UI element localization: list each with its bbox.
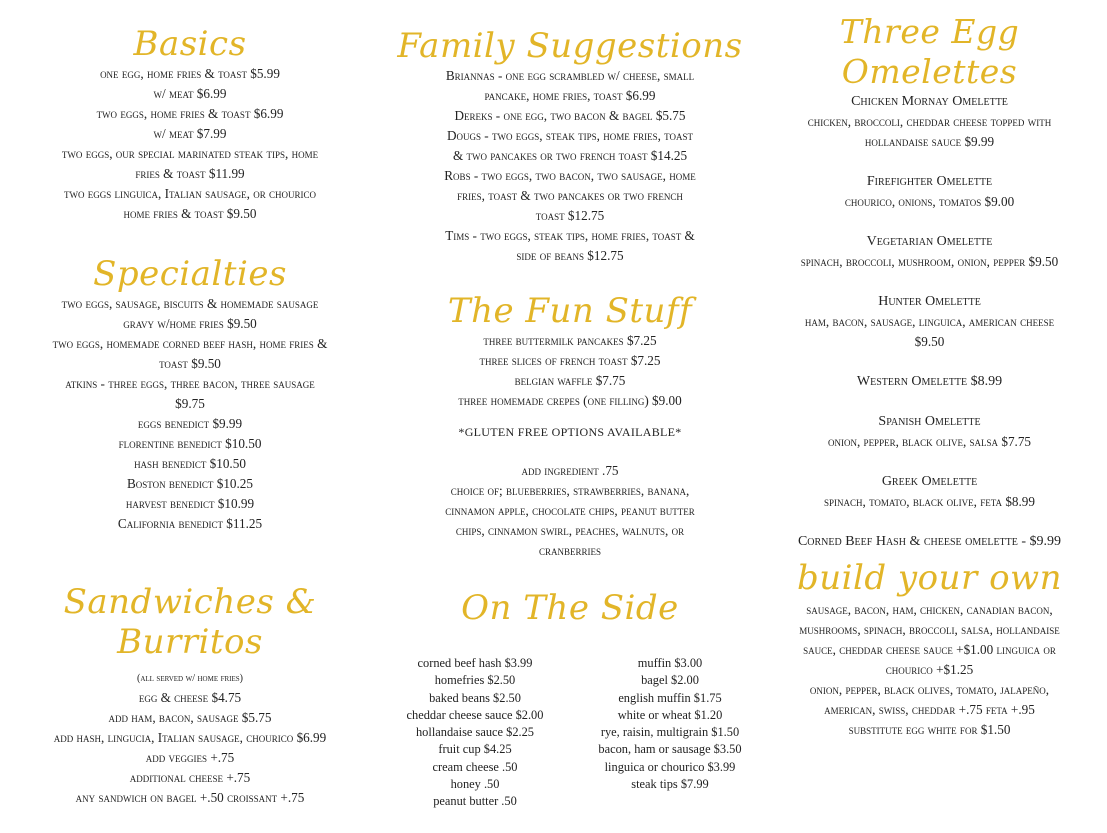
menu-item: & two pancakes or two french toast $14.25 (452, 148, 688, 163)
menu-item: w/ meat $7.99 (153, 126, 227, 141)
menu-item: florentine benedict $10.50 (118, 436, 262, 451)
menu-item: pancake, home fries, toast $6.99 (484, 88, 656, 103)
menu-item: peanut butter .50 (433, 794, 517, 809)
menu-item: add ingredient .75 (521, 463, 619, 478)
family-items (380, 66, 760, 266)
menu-item: California benedict $11.25 (117, 516, 263, 531)
side-section (380, 588, 760, 628)
family-heading: Family Suggestions (397, 26, 743, 66)
menu-item: cinnamon apple, chocolate chips, peanut butter (445, 503, 695, 518)
omelette-name: Greek Omelette (881, 474, 978, 489)
menu-item: honey .50 (450, 777, 500, 792)
menu-item: three buttermilk pancakes $7.25 (483, 333, 657, 348)
menu-item: linguica or chourico $3.99 (604, 759, 736, 774)
menu-item: two eggs, sausage, biscuits & homemade sausage (61, 296, 319, 311)
menu-item: homefries $2.50 (434, 673, 516, 688)
omelette-entry (752, 372, 1107, 392)
menu-item: fruit cup $4.25 (438, 742, 512, 757)
menu-item: cheddar cheese sauce $2.00 (406, 707, 544, 722)
menu-item: fries, toast & two pancakes or two french (457, 188, 683, 203)
menu-item: two eggs linguica, Italian sausage, or chourico (63, 186, 317, 201)
sandwiches-section (0, 582, 380, 808)
menu-item: eggs benedict $9.99 (137, 416, 243, 431)
omelette-description: hollandaise sauce $9.99 (864, 134, 995, 149)
menu-item: cranberries (538, 543, 601, 558)
menu-item: any sandwich on bagel +.50 croissant +.75 (75, 790, 305, 805)
menu-item: Tims - two eggs, steak tips, home fries, toast & (445, 228, 695, 243)
menu-item: english muffin $1.75 (618, 690, 722, 705)
fun-items (380, 331, 760, 411)
fun-section (380, 291, 760, 561)
build-section (752, 558, 1107, 740)
omelette-name: Corned Beef Hash & cheese omelette - $9.99 (797, 534, 1062, 549)
menu-item: bagel $2.00 (641, 673, 699, 688)
menu-item: onion, pepper, black olives, tomato, jalapeño, (809, 682, 1050, 697)
menu-item: Robs - two eggs, two bacon, two sausage, home (444, 168, 696, 183)
menu-item: chips, cinnamon swirl, peaches, walnuts, or (455, 523, 685, 538)
menu-item: add ham, bacon, sausage $5.75 (108, 710, 272, 725)
menu-item: three slices of french toast $7.25 (479, 353, 661, 368)
menu-item: Dougs - two eggs, steak tips, home fries, toast (446, 128, 694, 143)
omelette-name: Chicken Mornay Omelette (851, 94, 1008, 109)
omelette-name: Western Omelette $8.99 (856, 374, 1003, 389)
menu-item: bacon, ham or sausage $3.50 (598, 742, 742, 757)
build-heading: build your own (796, 558, 1063, 598)
menu-item: mushrooms, spinach, broccoli, salsa, hollandaise (799, 622, 1060, 637)
menu-item: gravy w/home fries $9.50 (123, 316, 257, 331)
omelette-entry (752, 532, 1107, 552)
side-items-left (380, 655, 570, 811)
menu-item: white or wheat $1.20 (617, 707, 723, 722)
menu-item: cream cheese .50 (432, 759, 518, 774)
basics-heading: Basics (133, 24, 247, 64)
omelette-name: Firefighter Omelette (866, 174, 993, 189)
menu-item: w/ meat $6.99 (153, 86, 227, 101)
menu-item: side of beans $12.75 (516, 248, 624, 263)
omelette-description: onion, pepper, black olive, salsa $7.75 (827, 434, 1032, 449)
omelette-name: Vegetarian Omelette (866, 234, 993, 249)
menu-item: baked beans $2.50 (429, 690, 521, 705)
menu-item: toast $12.75 (535, 208, 605, 223)
omelette-entry (752, 412, 1107, 452)
menu-item: fries & toast $11.99 (135, 166, 245, 181)
menu-item: sausage, bacon, ham, chicken, canadian bacon, (806, 602, 1053, 617)
add-ingredient-items (380, 461, 760, 561)
menu-item: one egg, home fries & toast $5.99 (100, 66, 280, 81)
menu-item: Boston benedict $10.25 (127, 476, 253, 491)
menu-item: Briannas - one egg scrambled w/ cheese, small (445, 68, 695, 83)
sandwiches-heading: Sandwiches & Burritos (63, 582, 317, 662)
menu-item: three homemade crepes (one filling) $9.00 (458, 393, 682, 408)
menu-item: add veggies +.75 (145, 750, 235, 765)
menu-item: hollandaise sauce $2.25 (415, 725, 535, 740)
basics-section (0, 24, 380, 224)
side-items-right (575, 655, 765, 793)
omelette-list (752, 92, 1107, 552)
specialties-section (0, 254, 380, 534)
menu-item: egg & cheese $4.75 (138, 690, 242, 705)
omelette-entry (752, 472, 1107, 512)
sandwiches-items (0, 688, 380, 808)
menu-item: additional cheese +.75 (129, 770, 251, 785)
menu-item: two eggs, homemade corned beef hash, home fries & (52, 336, 328, 351)
omelette-entry (752, 292, 1107, 352)
menu-item: muffin $3.00 (637, 656, 703, 670)
omelette-name: Hunter Omelette (878, 294, 981, 309)
omelettes-section (752, 12, 1107, 572)
menu-item: $9.75 (175, 396, 205, 411)
side-heading: On The Side (461, 588, 679, 628)
sandwiches-note: (all served w/ home fries) (137, 673, 243, 684)
menu-item: two eggs, home fries & toast $6.99 (96, 106, 284, 121)
menu-item: steak tips $7.99 (631, 777, 709, 792)
omelettes-heading: Three Egg Omelettes (839, 12, 1020, 91)
menu-item: home fries & toast $9.50 (123, 206, 257, 221)
omelette-entry (752, 172, 1107, 212)
omelette-name: Spanish Omelette (878, 414, 981, 429)
omelette-description: spinach, broccoli, mushroom, onion, pepper $9.50 (800, 254, 1059, 269)
menu-item: add hash, lingucia, Italian sausage, chourico $6.99 (53, 730, 327, 745)
omelette-description: chicken, broccoli, cheddar cheese topped with (807, 114, 1052, 129)
gluten-free-note: *GLUTEN FREE OPTIONS AVAILABLE* (458, 425, 682, 439)
menu-item: substitute egg white for $1.50 (848, 722, 1011, 737)
menu-item: corned beef hash $3.99 (417, 656, 533, 670)
menu-item: rye, raisin, multigrain $1.50 (600, 725, 740, 740)
fun-heading: The Fun Stuff (447, 291, 693, 331)
specialties-items (0, 294, 380, 534)
menu-item: harvest benedict $10.99 (125, 496, 255, 511)
menu-item: toast $9.50 (159, 356, 221, 371)
menu-item: american, swiss, cheddar +.75 feta +.95 (824, 702, 1035, 717)
omelette-entry (752, 232, 1107, 272)
specialties-heading: Specialties (93, 254, 287, 294)
family-section (380, 26, 760, 266)
menu-item: atkins - three eggs, three bacon, three sausage (65, 376, 315, 391)
menu-item: Dereks - one egg, two bacon & bagel $5.75 (454, 108, 686, 123)
omelette-description: $9.50 (914, 334, 945, 349)
build-items (752, 600, 1107, 740)
basics-items (0, 64, 380, 224)
menu-item: hash benedict $10.50 (134, 456, 246, 471)
menu-item: belgian waffle $7.75 (514, 373, 626, 388)
omelette-description: ham, bacon, sausage, linguica, american cheese (804, 314, 1055, 329)
omelette-entry (752, 92, 1107, 152)
menu-item: chourico +$1.25 (885, 662, 974, 677)
omelette-description: chourico, onions, tomatos $9.00 (844, 194, 1015, 209)
menu-item: two eggs, our special marinated steak tips, home (61, 146, 319, 161)
menu-item: sauce, cheddar cheese sauce +$1.00 linguica or (803, 642, 1056, 657)
omelette-description: spinach, tomato, black olive, feta $8.99 (823, 494, 1035, 509)
menu-item: choice of; blueberries, strawberries, banana, (450, 483, 690, 498)
